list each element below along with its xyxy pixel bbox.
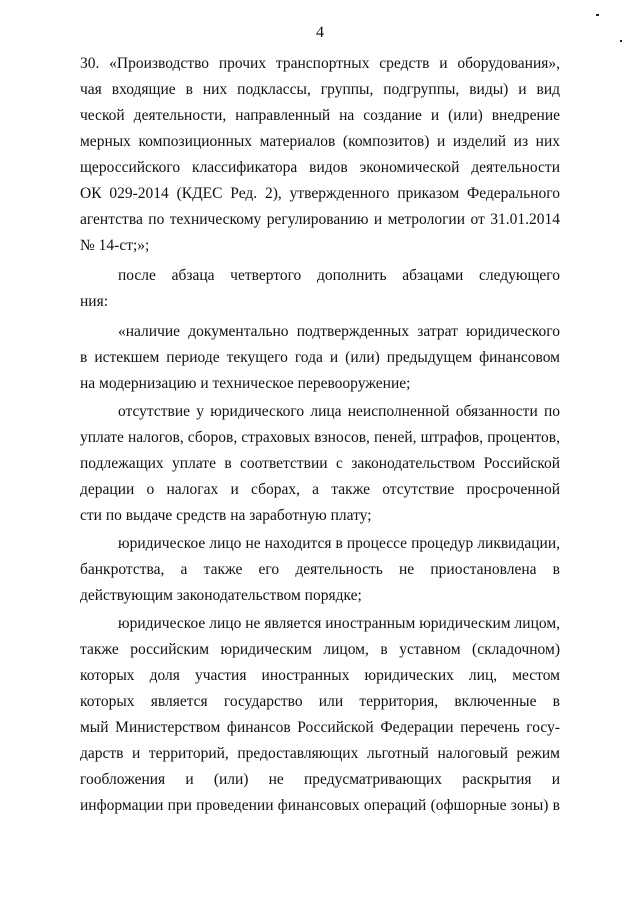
text-line: на модернизацию и техническое перевооружение; xyxy=(80,375,411,392)
text-line: информации при проведении финансовых операций (офшорные зоны) в xyxy=(80,797,560,814)
text-line: гообложения и (или) не предусматривающих раскрытия и xyxy=(80,771,560,788)
text-line: дерации о налогах и сборах, а также отсутствие просроченной xyxy=(80,481,560,498)
text-line: в истекшем периоде текущего года и (или) предыдущем финансовом xyxy=(80,349,560,366)
text-line: № 14-ст;»; xyxy=(80,237,150,254)
text-line: ческой деятельности, направленный на создание и (или) внедрение xyxy=(80,107,560,124)
text-line: сти по выдаче средств на заработную плату; xyxy=(80,507,372,524)
text-line: дарств и территорий, предоставляющих льготный налоговый режим xyxy=(80,745,560,762)
text-line: уплате налогов, сборов, страховых взносов, пеней, штрафов, процентов, xyxy=(80,429,560,446)
text-line: юридическое лицо не находится в процессе процедур ликвидации, xyxy=(118,535,560,552)
text-line: подлежащих уплате в соответствии с законодательством Российской xyxy=(80,455,560,472)
text-line: которых является государство или территория, включенные в xyxy=(80,693,560,710)
text-line: мый Министерством финансов Российской Федерации перечень госу- xyxy=(80,719,560,736)
text-line: «наличие документально подтвержденных затрат юридического xyxy=(118,323,560,340)
text-line: 30. «Производство прочих транспортных средств и оборудования», xyxy=(80,55,560,72)
text-line: также российским юридическим лицом, в уставном (складочном) xyxy=(80,641,560,658)
text-line: банкротства, а также его деятельность не приостановлена в xyxy=(80,561,560,578)
text-line: юридическое лицо не является иностранным юридическим лицом, xyxy=(118,615,560,632)
text-line: действующим законодательством порядке; xyxy=(80,587,362,604)
text-line: чая входящие в них подклассы, группы, подгруппы, виды) и вид xyxy=(80,81,560,98)
text-line: агентства по техническому регулированию и метрологии от 31.01.2014 xyxy=(80,211,560,228)
scan-mark xyxy=(596,14,599,16)
page-number: 4 xyxy=(316,24,324,41)
text-line: после абзаца четвертого дополнить абзацами следующего xyxy=(118,267,560,284)
text-line: мерных композиционных материалов (композитов) и изделий из них xyxy=(80,133,560,150)
text-line: отсутствие у юридического лица неисполненной обязанности по xyxy=(118,403,560,420)
text-line: ОК 029-2014 (КДЕС Ред. 2), утвержденного приказом Федерального xyxy=(80,185,560,202)
text-line: которых доля участия иностранных юридических лиц, местом xyxy=(80,667,560,684)
scan-mark xyxy=(620,40,622,42)
text-line: ния: xyxy=(80,293,109,310)
text-line: щероссийского классификатора видов экономической деятельности xyxy=(80,159,560,176)
